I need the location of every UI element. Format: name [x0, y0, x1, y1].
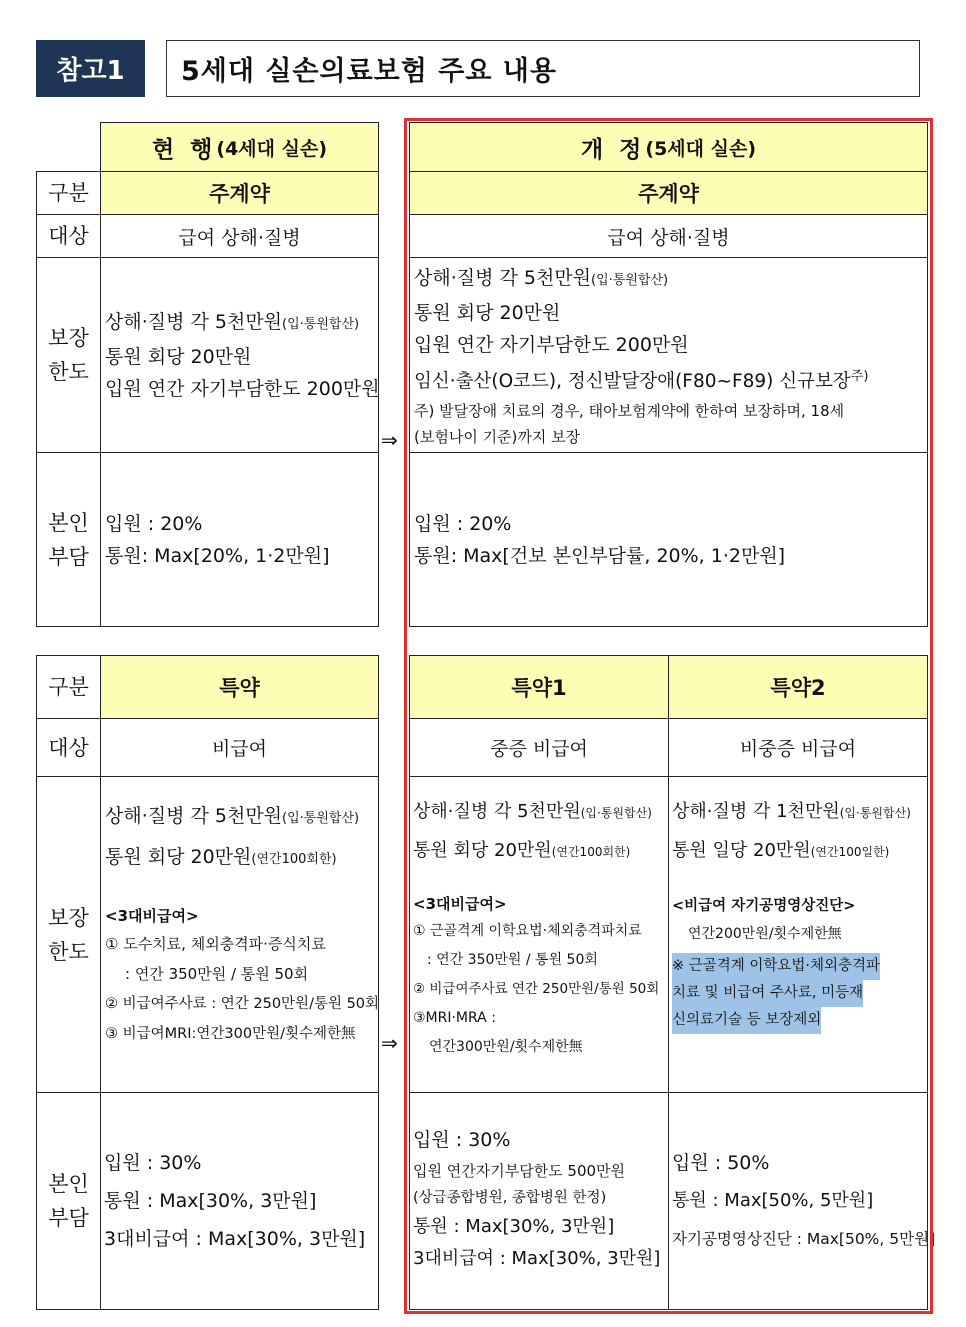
rider1-copay: [409, 1092, 669, 1310]
current-rider-copay: [100, 1092, 379, 1310]
reference-tag: 참고1: [36, 40, 145, 97]
limit-line: 통원 일당 20만원(연간100일한): [672, 840, 890, 861]
label-text: 부담: [48, 544, 89, 569]
current-rider-target: 비급여: [100, 718, 379, 777]
copay-line: 입원 : 50%: [672, 1152, 770, 1174]
current-main-heading: [100, 122, 379, 172]
title-text: 5세대 실손의료보험 주요 내용: [181, 56, 557, 87]
label-bonin-budam: [36, 452, 101, 627]
rider1-limit: [409, 776, 669, 1093]
label-text: 한도: [48, 939, 89, 964]
footnote-line: 주) 발달장애 치료의 경우, 태아보험계약에 한하여 보장하며, 18세: [414, 402, 845, 421]
current-rider-contract: 특약: [100, 655, 379, 719]
label-daesang-rider: 대상: [36, 718, 101, 777]
copay-line: 3대비급여 : Max[30%, 3만원]: [413, 1248, 661, 1269]
label-daesang: 대상: [36, 214, 101, 258]
revised-main-target: 급여 상해·질병: [409, 214, 928, 258]
label-gubun: 구분: [36, 171, 101, 215]
copay-line: 3대비급여 : Max[30%, 3만원]: [104, 1228, 366, 1250]
label-bonin-budam-rider: [36, 1092, 101, 1310]
copay-line: 자기공명영상진단 : Max[50%, 5만원]: [672, 1230, 936, 1248]
limit-line: ② 비급여주사료 : 연간 250만원/통원 50회: [105, 996, 380, 1012]
label-text: 본인: [48, 1172, 89, 1196]
current-main-limit: [100, 257, 379, 453]
arrow-right-icon: ⇒: [381, 1031, 398, 1055]
label-text: 보장: [48, 326, 89, 350]
limit-line: 상해·질병 각 5천만원(입·통원합산): [413, 801, 652, 822]
label-text: 한도: [48, 360, 89, 384]
footnote-line: (보험나이 기준)까지 보장: [414, 428, 581, 447]
limit-line: 임신·출산(O코드), 정신발달장애(F80~F89) 신규보장$^{주)}$: [414, 369, 869, 393]
label-text: 부담: [48, 1206, 89, 1230]
limit-line: ② 비급여주사료 연간 250만원/통원 50회: [413, 981, 660, 997]
limit-line: 통원 회당 20만원: [414, 302, 561, 324]
arrow-right-icon: ⇒: [381, 428, 398, 452]
rider2-copay: [668, 1092, 936, 1310]
label-bojang-handle-rider: [36, 776, 101, 1093]
limit-line: <비급여 자기공명영상진단>: [672, 898, 856, 914]
limit-line: ③ 비급여MRI:연간300만원/횟수제한無: [105, 1026, 356, 1042]
limit-line: ③MRI·MRA :: [413, 1010, 496, 1026]
copay-line: 통원: Max[건보 본인부담률, 20%, 1·2만원]: [414, 544, 786, 567]
rider2-limit: [668, 776, 928, 1093]
limit-line: 연간200만원/횟수제한無: [688, 926, 842, 942]
page-title: [166, 40, 920, 97]
limit-line: ① 근골격계 이학요법·체외충격파치료: [413, 923, 642, 939]
limit-line: 상해·질병 각 5천만원(입·통원합산): [414, 267, 669, 289]
copay-line: 통원 : Max[30%, 3만원]: [413, 1216, 615, 1237]
limit-line: 통원 회당 20만원: [105, 345, 252, 368]
limit-line: : 연간 350만원 / 통원 50회: [427, 952, 598, 968]
limit-line-selected: 신의료기술 등 보장제외: [672, 1007, 821, 1034]
label-bojang-handle: [36, 257, 101, 453]
copay-line: 입원 : 20%: [414, 512, 512, 535]
heading-text: 개 정: [580, 136, 646, 163]
revised-main-heading: [409, 122, 928, 172]
limit-line: <3대비급여>: [413, 895, 507, 913]
current-rider-limit: [100, 776, 379, 1093]
copay-line: 입원 : 30%: [413, 1129, 511, 1151]
copay-line: 입원 연간자기부담한도 500만원: [413, 1162, 626, 1180]
heading-sub: (5세대 실손): [645, 137, 757, 160]
copay-line: 통원 : Max[30%, 3만원]: [104, 1190, 317, 1212]
limit-line-selected: ※ 근골격계 이학요법·체외충격파: [672, 953, 880, 980]
copay-line: 통원: Max[20%, 1·2만원]: [105, 544, 330, 567]
label-text: 보장: [48, 905, 89, 930]
rider2-target: 비중증 비급여: [668, 718, 928, 777]
revised-main-contract: 주계약: [409, 171, 928, 215]
revised-main-copay: [409, 452, 928, 627]
limit-line: 상해·질병 각 5천만원(입·통원합산): [105, 310, 360, 333]
current-main-target: 급여 상해·질병: [100, 214, 379, 258]
rider1-contract: 특약1: [409, 655, 669, 719]
limit-line: 상해·질병 각 1천만원(입·통원합산): [672, 801, 911, 822]
limit-line-selected: 치료 및 비급여 주사료, 미등재: [672, 980, 863, 1007]
label-text: 본인: [48, 510, 89, 535]
revised-main-limit: [409, 257, 928, 453]
copay-line: 입원 : 30%: [104, 1152, 202, 1174]
limit-line: : 연간 350만원 / 통원 50회: [125, 965, 309, 983]
limit-line: 통원 회당 20만원(연간100회한): [413, 840, 631, 861]
current-main-contract: 주계약: [100, 171, 379, 215]
limit-line: <3대비급여>: [105, 907, 199, 925]
limit-line: 상해·질병 각 5천만원(입·통원합산): [105, 805, 360, 827]
heading-text: 현 행: [151, 136, 217, 163]
limit-line: 입원 연간 자기부담한도 200만원: [414, 334, 689, 356]
rider2-contract: 특약2: [668, 655, 928, 719]
copay-line: 입원 : 20%: [105, 512, 203, 535]
limit-line: 입원 연간 자기부담한도 200만원: [105, 377, 380, 400]
current-main-copay: [100, 452, 379, 627]
limit-line: ① 도수치료, 체외충격파·증식치료: [105, 935, 326, 953]
copay-line: 통원 : Max[50%, 5만원]: [672, 1190, 874, 1211]
label-gubun-rider: 구분: [36, 655, 101, 719]
rider1-target: 중증 비급여: [409, 718, 669, 777]
limit-line: 통원 회당 20만원(연간100회한): [105, 846, 337, 868]
limit-line: 연간300만원/횟수제한無: [429, 1039, 583, 1055]
heading-sub: (4세대 실손): [216, 137, 328, 160]
copay-line: (상급종합병원, 종합병원 한정): [413, 1190, 607, 1206]
